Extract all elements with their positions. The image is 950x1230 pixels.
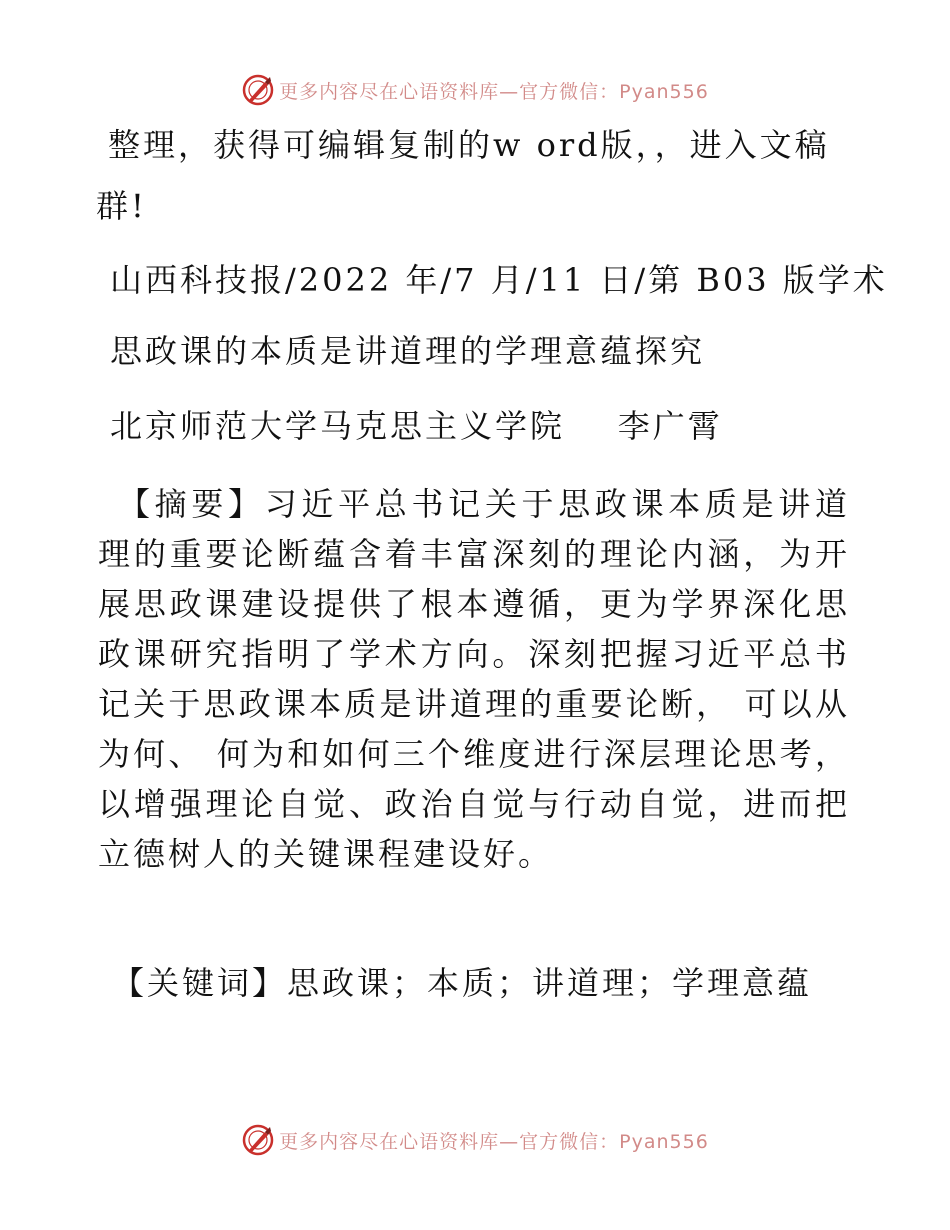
article-title: 思政课的本质是讲道理的学理意蕴探究 — [110, 332, 706, 370]
intro-line-1: 整理，获得可编辑复制的w ord版，，进入文稿 — [108, 126, 830, 164]
quill-logo-icon — [241, 1123, 275, 1157]
source-line: 山西科技报/2022 年/7 月/11 日/第 B03 版学术 — [110, 261, 888, 299]
author-line: 北京师范大学马克思主义学院 李广霄 — [110, 407, 723, 445]
abstract-paragraph: 【摘要】习近平总书记关于思政课本质是讲道理的重要论断蕴含着丰富深刻的理论内涵，为开展思政课建设提供了根本遵循，更为学界深化思政课研究指明了学术方向。深刻把握习近平总书记关于思政课本质是讲道理的重要论断， 可以从为何、 何为和如何三个维度进行深层理论思考，以增强理论自觉、政治自觉与行动自觉，进而把立德树人的关键课程建设好。 — [98, 485, 850, 873]
watermark-text: 更多内容尽在心语资料库—官方微信：Pyan556 — [279, 1130, 709, 1153]
intro-line-2: 群! — [96, 187, 147, 225]
keywords-line: 【关键词】思政课；本质；讲道理；学理意蕴 — [112, 964, 813, 1002]
watermark-footer — [0, 1122, 950, 1158]
watermark-text: 更多内容尽在心语资料库—官方微信：Pyan556 — [279, 80, 709, 103]
watermark-header — [0, 72, 950, 108]
quill-logo-icon — [241, 73, 275, 107]
